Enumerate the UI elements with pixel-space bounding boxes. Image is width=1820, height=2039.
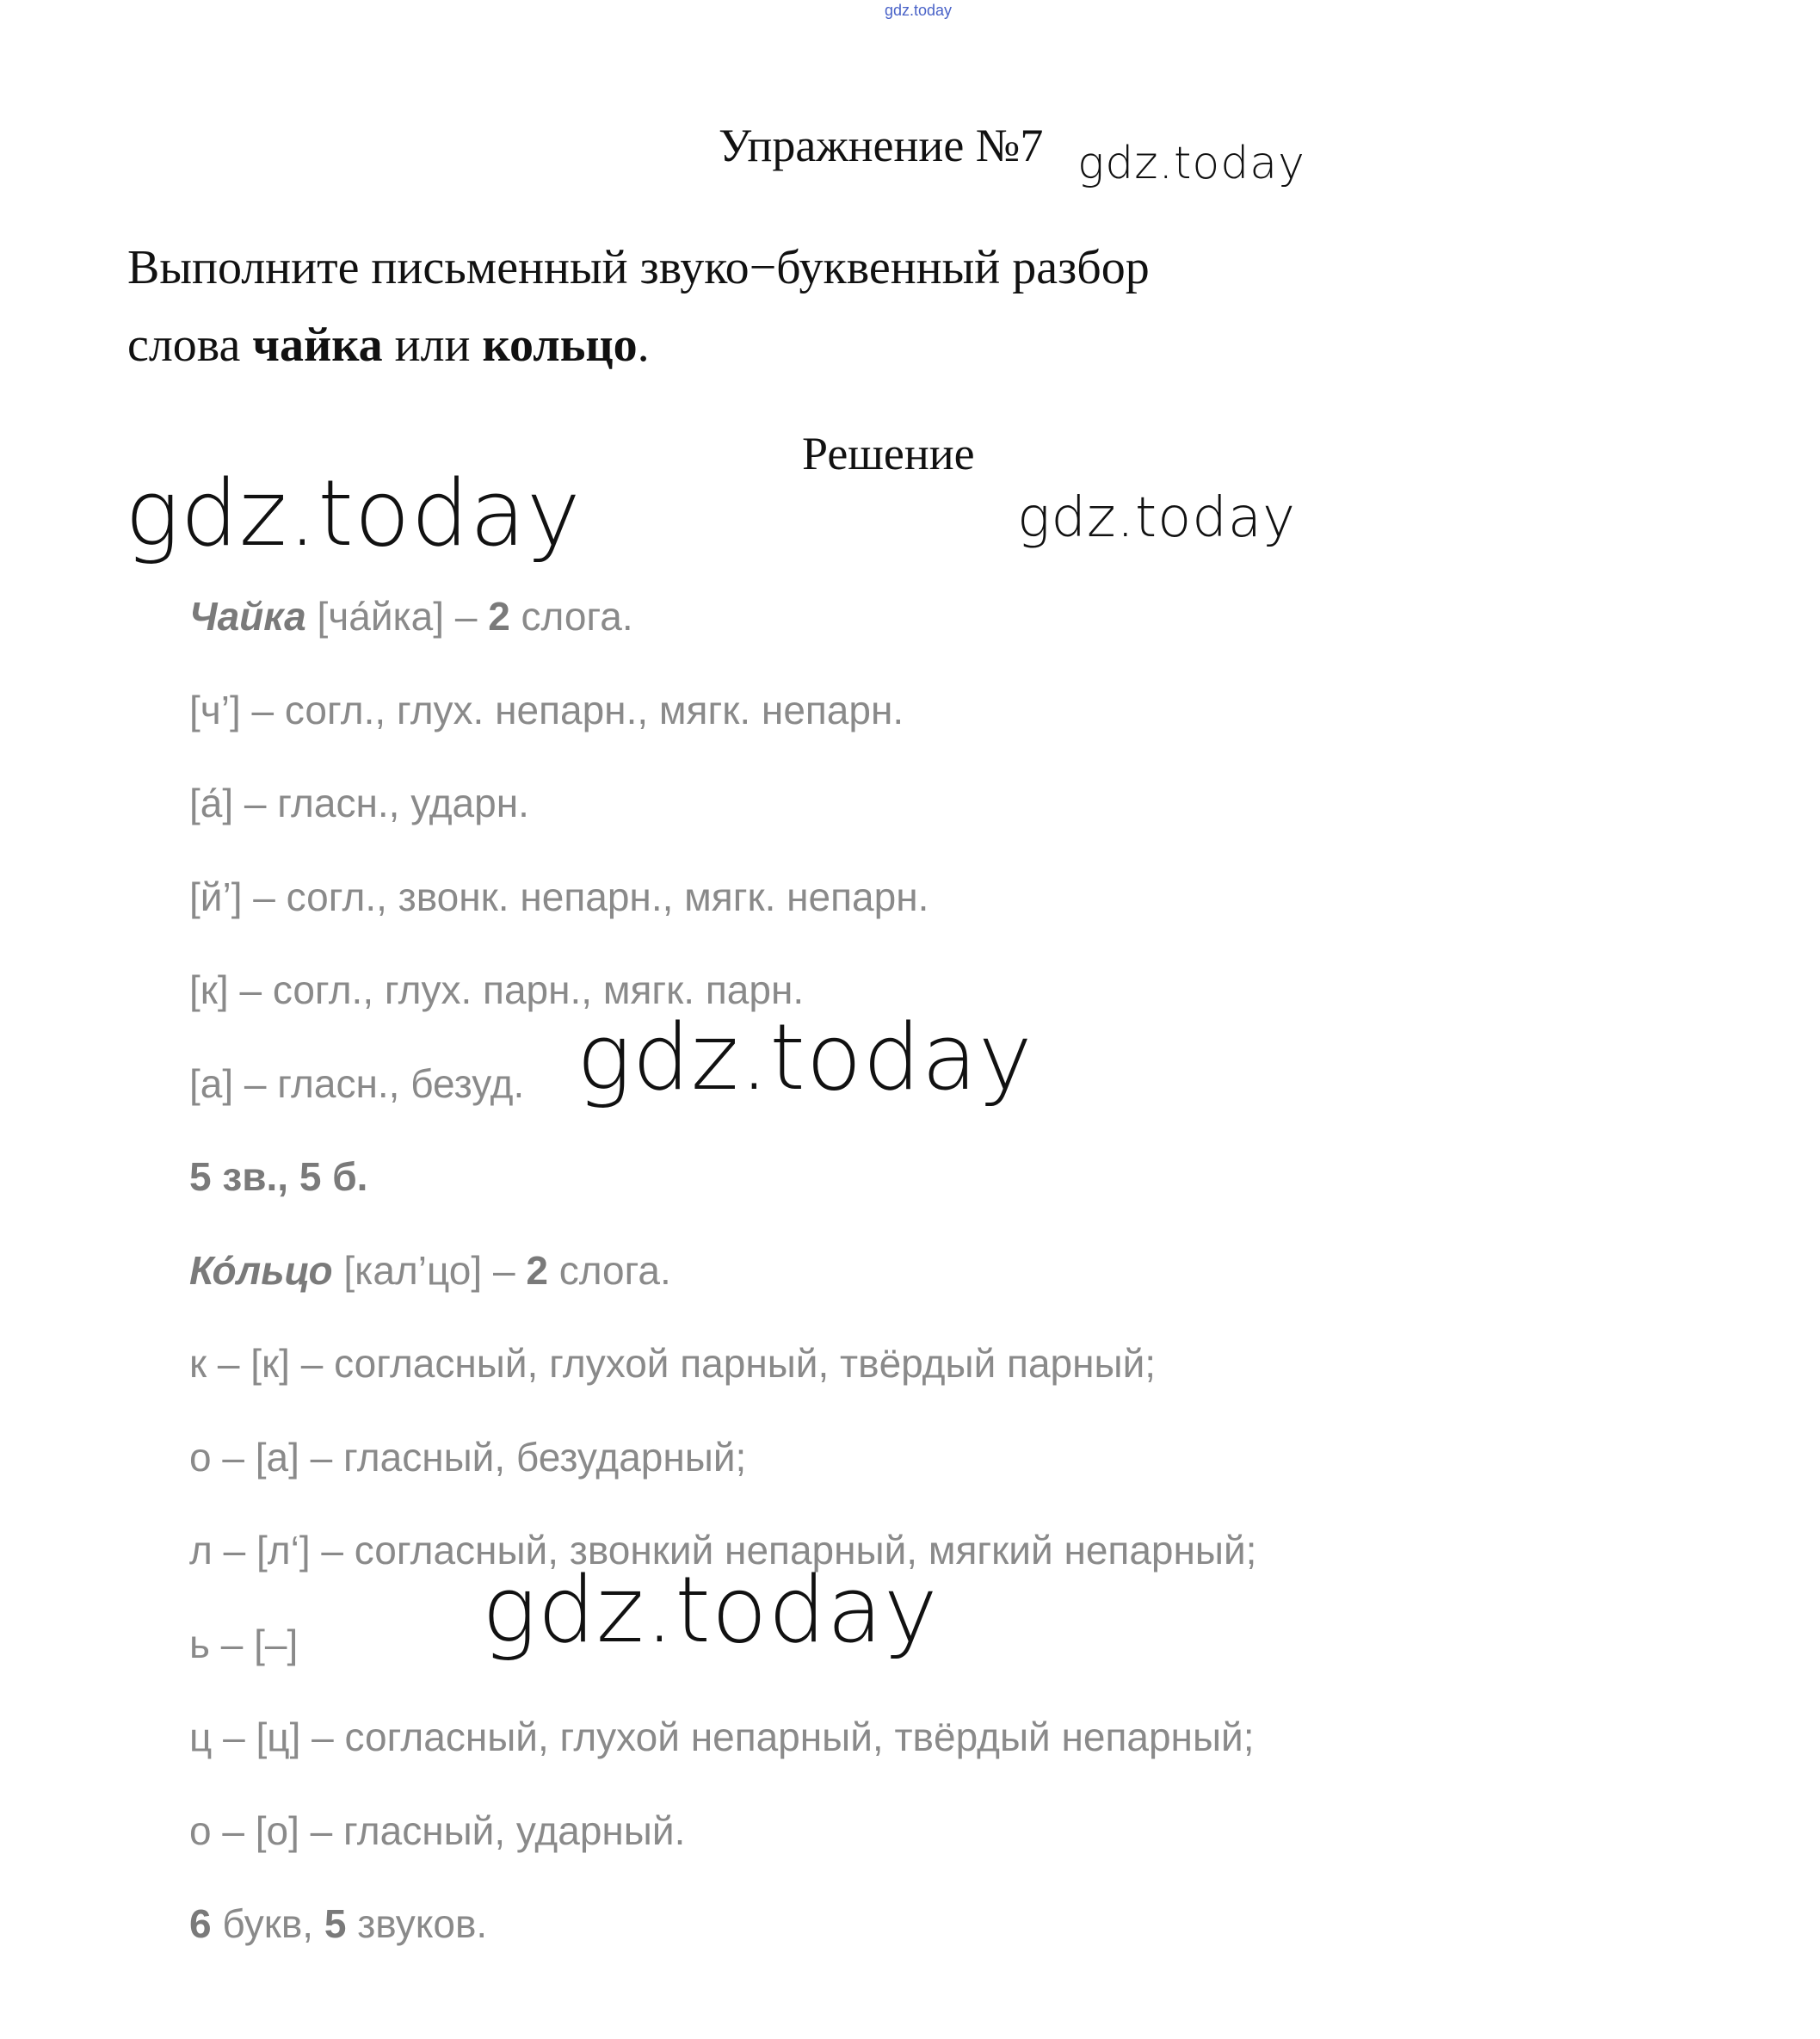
watermark-top: gdz.today: [885, 2, 953, 19]
koltso-letters-count: 6: [189, 1901, 212, 1946]
watermark: gdz.today: [482, 1557, 939, 1663]
watermark: gdz.today: [577, 1004, 1033, 1110]
chaika-count-suffix: слога.: [509, 594, 633, 639]
sound-line: [а́] – гласн., ударн.: [189, 781, 529, 825]
sound-line: [а] – гласн., безуд.: [189, 1060, 525, 1106]
koltso-dash: –: [492, 1247, 527, 1293]
watermark: gdz.today: [125, 460, 582, 566]
task-word-1: чайка: [252, 318, 383, 372]
koltso-header: [189, 1239, 1652, 1333]
sound-line: [ч’] – согл., глух. непарн., мягк. непарн.: [189, 687, 904, 732]
letter-line: о – [а] – гласный, безударный;: [189, 1434, 747, 1480]
page-title: Упражнение №7: [719, 120, 1044, 171]
letter-line: ц – [ц] – согласный, глухой непарный, твёрдый непарный;: [189, 1715, 1255, 1759]
letter-line: л – [л‘] – согласный, звонкий непарный, мягкий непарный;: [189, 1528, 1257, 1573]
task-conj: или: [382, 318, 483, 372]
koltso-count: 2: [526, 1247, 548, 1293]
letter-line: ь – [–]: [189, 1621, 299, 1666]
koltso-count-suffix: слога.: [547, 1247, 671, 1293]
letter-line: к – [к] – согласный, глухой парный, твёрдый парный;: [189, 1341, 1157, 1386]
letter-line: о – [о] – гласный, ударный.: [189, 1807, 686, 1853]
koltso-word: Ко́льцо: [189, 1247, 333, 1293]
chaika-word: Чайка: [189, 594, 306, 639]
task-prefix: слова: [127, 318, 253, 372]
koltso-sounds-count: 5: [324, 1901, 347, 1946]
task-text: [127, 229, 1590, 384]
chaika-transcription: [ча́йка]: [305, 594, 455, 639]
watermark: gdz.today: [1017, 486, 1296, 550]
task-line-1: Выполните письменный звуко−буквенный разбор: [127, 241, 1150, 294]
sound-line: [й’] – согл., звонк. непарн., мягк. непарн.: [189, 874, 929, 919]
chaika-dash: –: [454, 594, 489, 639]
sound-line: [к] – согл., глух. парн., мягк. парн.: [189, 967, 805, 1012]
task-suffix: .: [637, 318, 650, 372]
chaika-count: 2: [488, 594, 510, 639]
solution-heading: Решение: [802, 428, 975, 479]
koltso-summary-suffix: звуков.: [346, 1901, 488, 1946]
chaika-summary: 5 зв., 5 б.: [189, 1154, 368, 1199]
koltso-summary: [189, 1893, 1652, 1986]
watermark: gdz.today: [1077, 138, 1305, 189]
chaika-header: [189, 585, 1652, 679]
task-line-2: [127, 306, 1590, 384]
koltso-summary-mid: букв,: [211, 1901, 324, 1946]
koltso-transcription: [кал’цо]: [332, 1247, 493, 1293]
answer-block: [189, 585, 1652, 1986]
task-word-2: кольцо: [482, 318, 638, 372]
